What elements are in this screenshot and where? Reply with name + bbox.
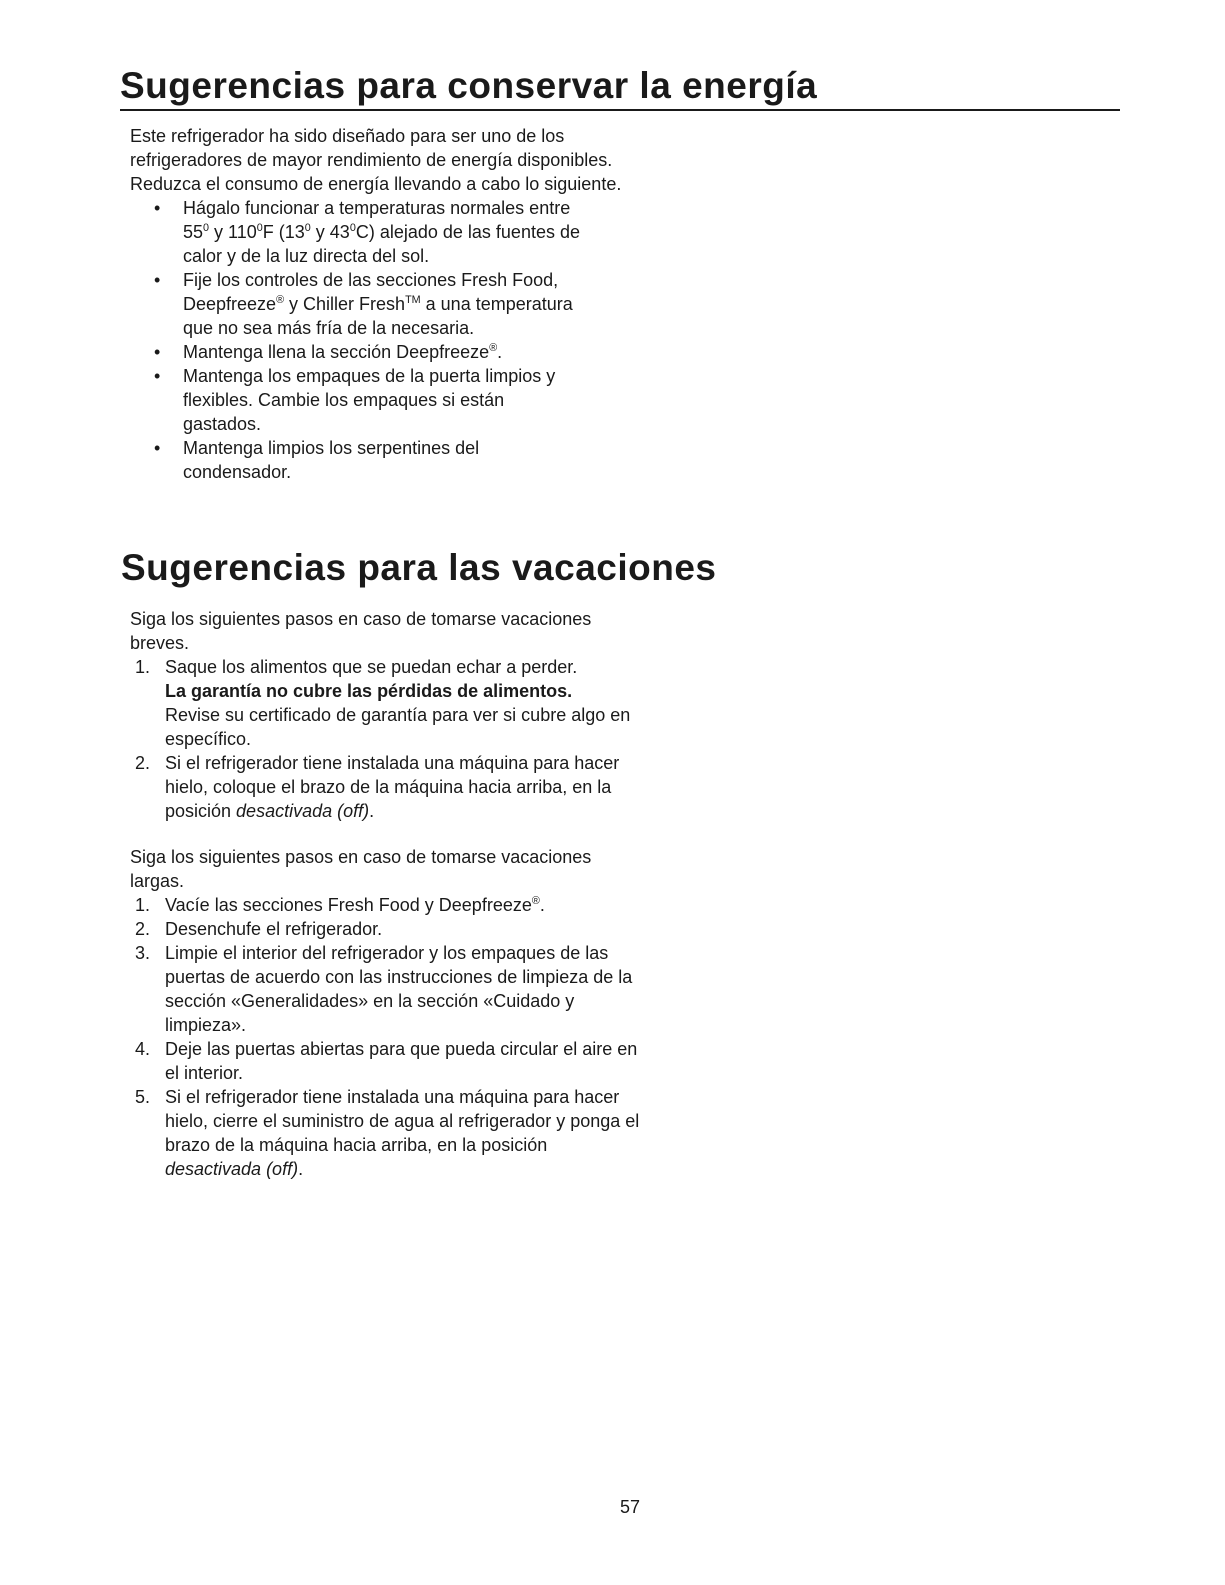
list-item: 5. Si el refrigerador tiene instalada una máquina para hacer hielo, cierre el suministro de agua al refrigerador y ponga el brazo de la máquina hacia arriba, en la posición desactivada (off). [135, 1087, 640, 1179]
long-vacation-steps [130, 893, 640, 1181]
step-number: 2. [135, 753, 151, 773]
bullet-icon: • [154, 270, 161, 290]
list-item: • Fije los controles de las secciones Fresh Food, Deepfreeze® y Chiller Fresh™ a una temperatura que no sea más fría de la necesaria. [154, 270, 573, 338]
bullet-icon: • [154, 438, 161, 458]
list-item: 3. Limpie el interior del refrigerador y los empaques de las puertas de acuerdo con las instrucciones de limpieza de la sección «Generalidades» en la sección «Cuidado y limpieza». [135, 943, 633, 1035]
long-vacation-intro: Siga los siguientes pasos en caso de tomarse vacaciones largas. [130, 847, 592, 891]
list-item: • Hágalo funcionar a temperaturas normales entre $55^0$ y $110^0F$ ($13^0$ y $43^0C$) alejado de las fuentes de calor y de la luz directa del sol. [154, 198, 580, 266]
list-item: • Mantenga limpios los serpentines del condensador. [154, 438, 480, 482]
list-item: 1. Saque los alimentos que se puedan echar a perder. La garantía no cubre las pérdidas de alimentos. Revise su certificado de garantía para ver si cubre algo en específico. [135, 657, 631, 749]
short-vacation-steps [130, 655, 640, 823]
vacation-heading: Sugerencias para las vacaciones [121, 547, 717, 588]
bullet-icon: • [154, 366, 161, 386]
long-vacation-section [130, 845, 640, 1181]
short-vacation-section [130, 607, 640, 823]
list-item: • Mantenga llena la sección Deepfreeze®. [154, 341, 503, 362]
step-number: 4. [135, 1039, 151, 1059]
energy-heading: Sugerencias para conservar la energía [120, 63, 1120, 111]
list-item: • Mantenga los empaques de la puerta limpios y flexibles. Cambie los empaques si están gastados. [154, 366, 556, 434]
bullet-icon: • [154, 342, 161, 362]
list-item: 2. Si el refrigerador tiene instalada una máquina para hacer hielo, coloque el brazo de la máquina hacia arriba, en la posición desactivada (off). [135, 753, 620, 821]
step-number: 1. [135, 657, 151, 677]
step-number: 5. [135, 1087, 151, 1107]
list-item: 2. Desenchufe el refrigerador. [135, 919, 383, 939]
short-vacation-intro: Siga los siguientes pasos en caso de tomarse vacaciones breves. [130, 609, 592, 653]
list-item: 4. Deje las puertas abiertas para que pueda circular el aire en el interior. [135, 1039, 638, 1083]
warranty-note: La garantía no cubre las pérdidas de alimentos. [165, 681, 573, 701]
page-number: 57 [620, 1497, 641, 1517]
energy-intro: Este refrigerador ha sido diseñado para ser uno de los refrigeradores de mayor rendimiento de energía disponibles. Reduzca el consumo de energía llevando a cabo lo siguiente. [130, 126, 622, 194]
step-number: 3. [135, 943, 151, 963]
list-item: 1. Vacíe las secciones Fresh Food y Deepfreeze®. [135, 894, 545, 915]
energy-section [130, 124, 650, 484]
bullet-icon: • [154, 198, 161, 218]
step-number: 2. [135, 919, 151, 939]
energy-tips-list [130, 196, 650, 484]
step-number: 1. [135, 895, 151, 915]
